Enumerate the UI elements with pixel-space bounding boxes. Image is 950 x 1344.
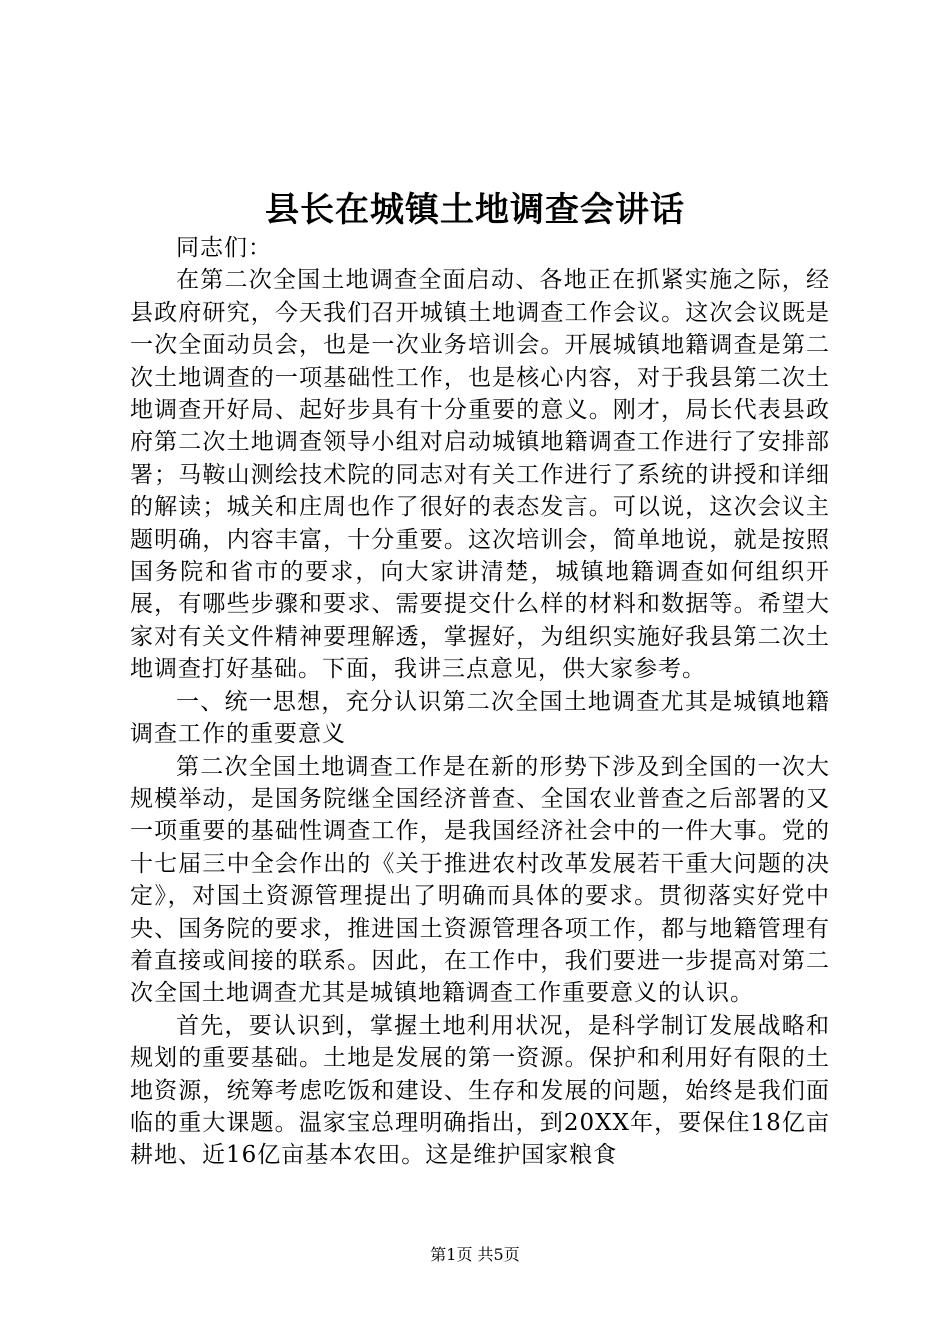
body-paragraph: 第二次全国土地调查工作是在新的形势下涉及到全国的一次大规模举动，是国务院继全国经济普查、全国农业普查之后部署的又一项重要的基础性调查工作，是我国经济社会中的一件大事。党的十七届三中全会作出的《关于推进农村改革发展若干重大问题的决定》，对国土资源管理提出了明确而具体的要求。贯彻落实好党中央、国务院的要求，推进国土资源管理各项工作，都与地籍管理有着直接或间接的联系。因此，在工作中，我们要进一步提高对第二次全国土地调查尤其是城镇地籍调查工作重要意义的认识。	[130, 753, 830, 1007]
document-title: 县长在城镇土地调查会讲话	[265, 190, 685, 230]
document-body	[130, 232, 830, 1172]
page-footer: 第1页 共5页	[430, 1245, 520, 1264]
section-heading: 一、统一思想，充分认识第二次全国土地调查尤其是城镇地籍调查工作的重要意义	[130, 688, 830, 748]
salutation-paragraph: 同志们：	[176, 235, 272, 261]
body-paragraph: 首先，要认识到，掌握土地利用状况，是科学制订发展战略和规划的重要基础。土地是发展的第一资源。保护和利用好有限的土地资源，统筹考虑吃饭和建设、生存和发展的问题，始终是我们面临的重大课题。温家宝总理明确指出，到20XX年，要保住18亿亩耕地、近16亿亩基本农田。这是维护国家粮食	[130, 1012, 830, 1169]
body-paragraph: 在第二次全国土地调查全面启动、各地正在抓紧实施之际，经县政府研究，今天我们召开城镇土地调查工作会议。这次会议既是一次全面动员会，也是一次业务培训会。开展城镇地籍调查是第二次土地调查的一项基础性工作，也是核心内容，对于我县第二次土地调查开好局、起好步具有十分重要的意义。刚才，局长代表县政府第二次土地调查领导小组对启动城镇地籍调查工作进行了安排部署；马鞍山测绘技术院的同志对有关工作进行了系统的讲授和详细的解读；城关和庄周也作了很好的表态发言。可以说，这次会议主题明确，内容丰富，十分重要。这次培训会，简单地说，就是按照国务院和省市的要求，向大家讲清楚，城镇地籍调查如何组织开展，有哪些步骤和要求、需要提交什么样的材料和数据等。希望大家对有关文件精神要理解透，掌握好，为组织实施好我县第二次土地调查打好基础。下面，我讲三点意见，供大家参考。	[130, 267, 830, 683]
